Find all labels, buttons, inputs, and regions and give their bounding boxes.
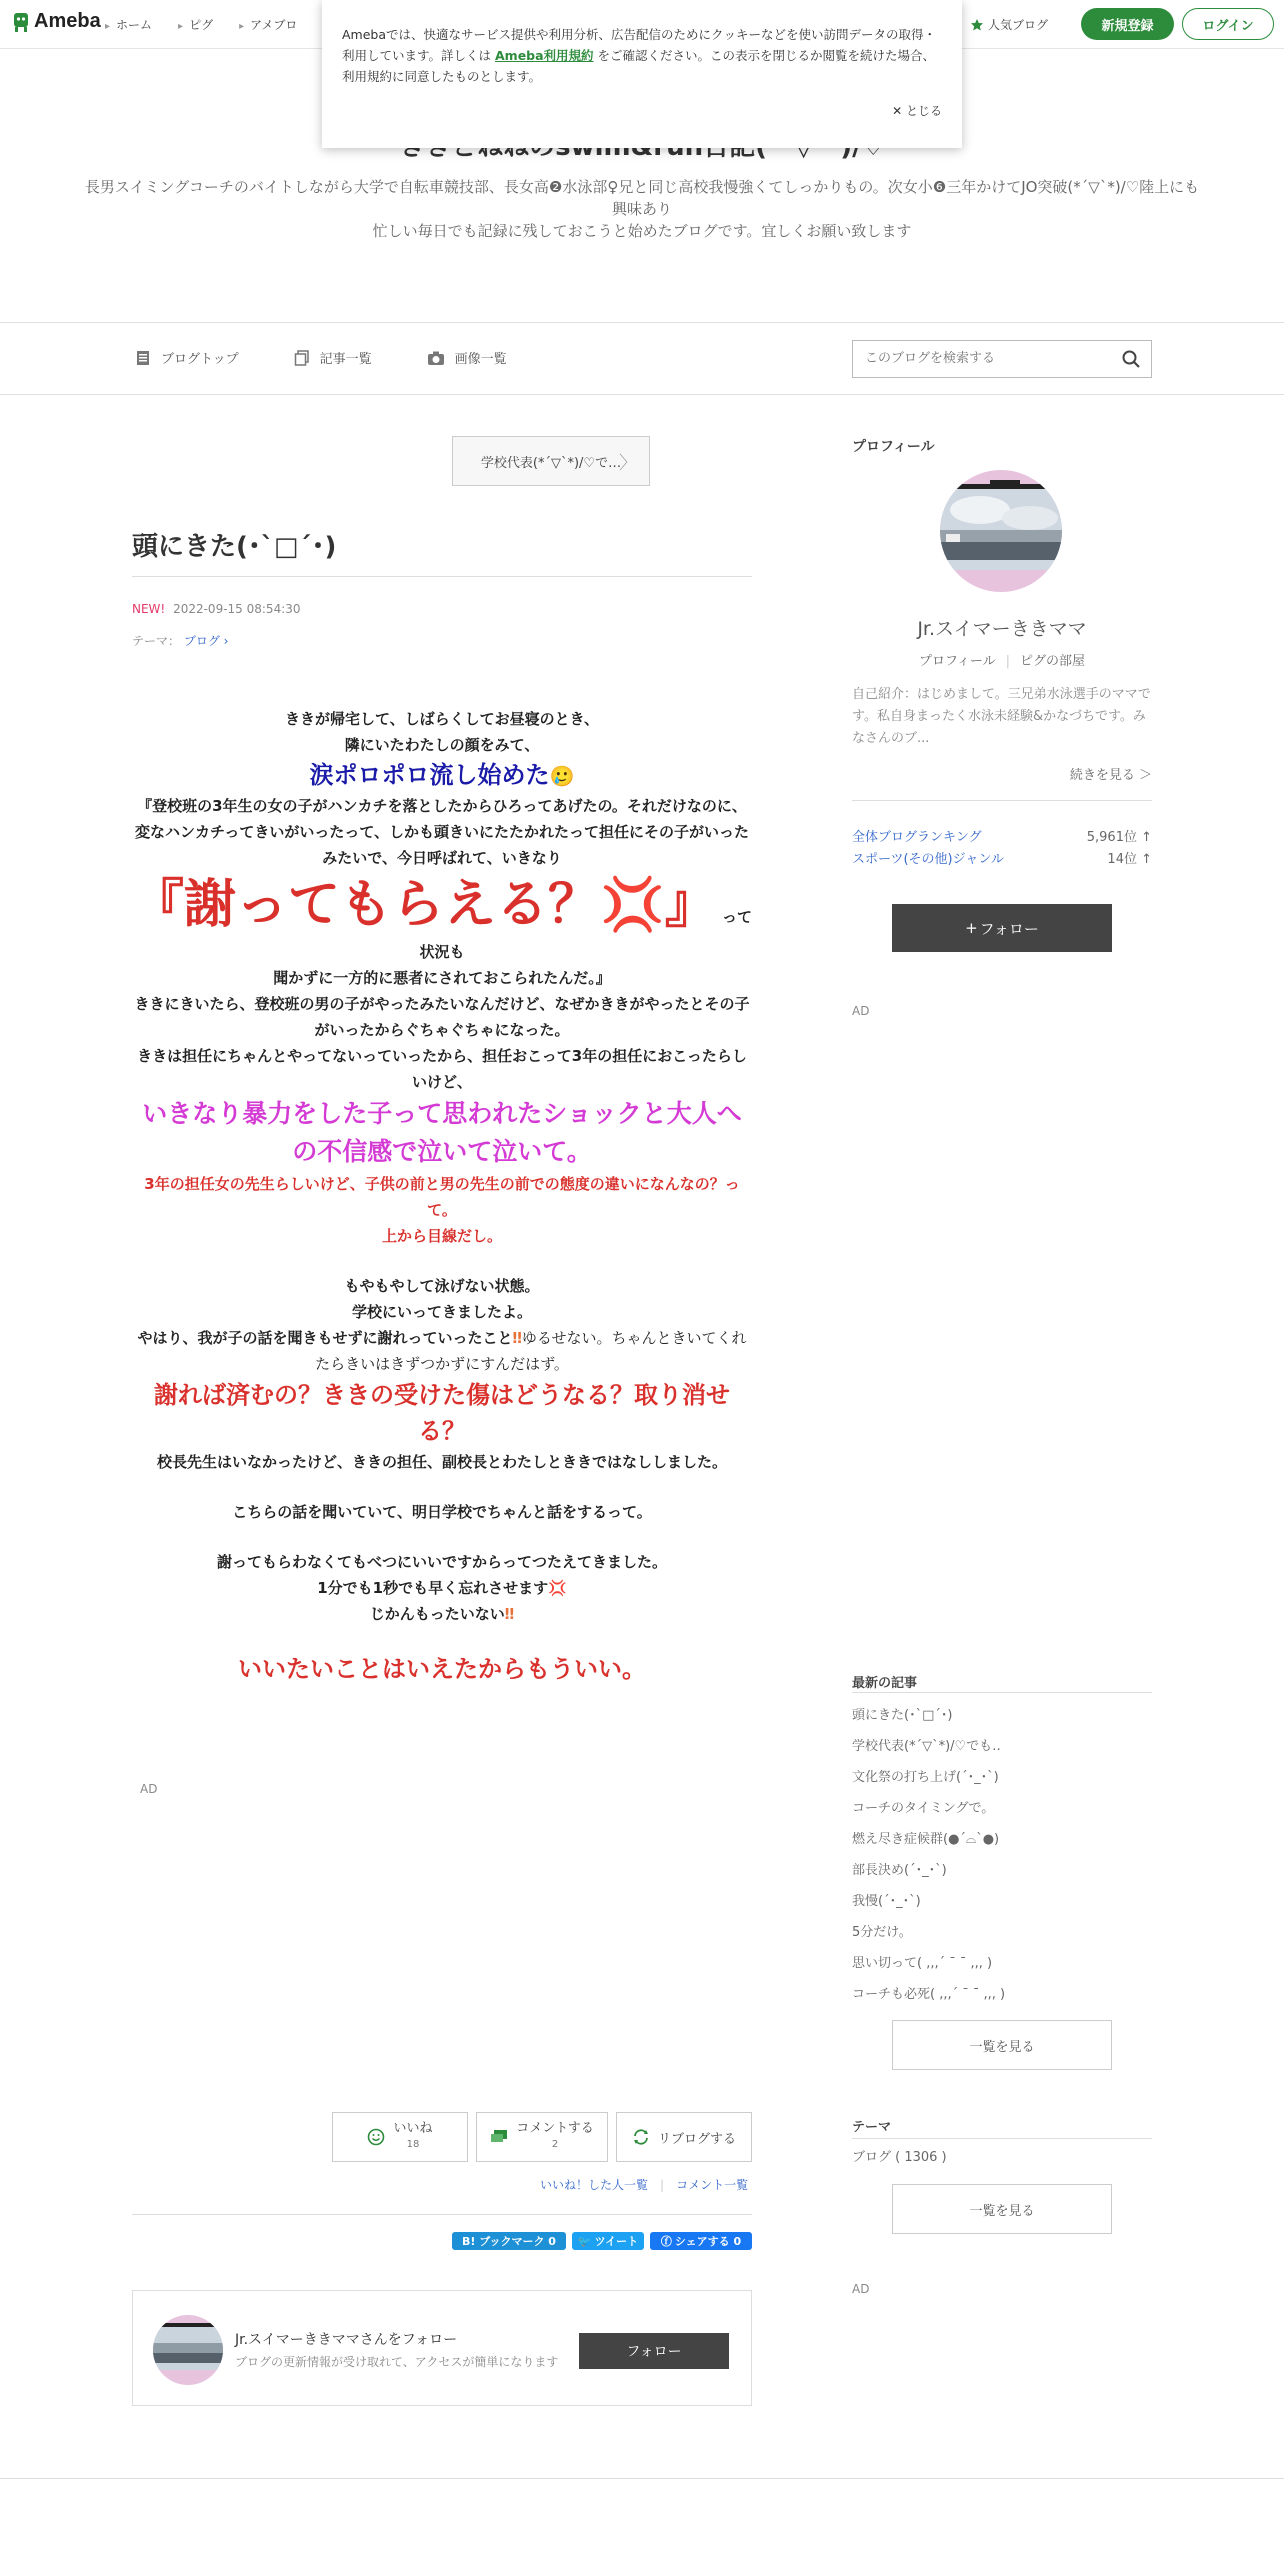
search-icon[interactable] — [1121, 349, 1141, 369]
theme-label: テーマ： — [132, 634, 181, 648]
post-meta — [132, 602, 301, 616]
twitter-icon: 🐦 — [577, 2234, 592, 2248]
divider — [132, 576, 752, 577]
theme-link[interactable]: ブログ › — [183, 634, 229, 648]
article-line: 変なハンカチってきいがいったって、しかも頭きいにたたかれたって担任にその子がいったみたいで、今日呼ばれて、いきなり — [134, 823, 750, 867]
overall-ranking-value: 5,961位 ↑ — [1086, 830, 1152, 845]
comment-count: 2 — [551, 2139, 559, 2150]
post-links: いいね！した人一覧 | コメント一覧 — [540, 2178, 749, 2192]
article-line: 聞かずに一方的に悪者にされておこられたんだ。』 — [273, 969, 611, 987]
tear-emoji-icon: 🥲 — [549, 764, 575, 788]
logo-text: Ameba — [34, 10, 101, 32]
profile-name[interactable]: Jr.スイマーききママ — [917, 618, 1087, 640]
article-line — [132, 1575, 752, 1601]
blog-nav — [135, 348, 507, 367]
avatar[interactable] — [153, 2315, 223, 2385]
comment-list-link[interactable]: コメント一覧 — [676, 2178, 749, 2192]
comment-icon — [490, 2129, 508, 2145]
post-theme — [132, 632, 228, 649]
divider — [132, 2214, 752, 2215]
blog-top-link[interactable] — [135, 348, 239, 367]
divider — [0, 2478, 1284, 2479]
article-line: 3年の担任女の先生らしいけど、子供の前と男の先生の前での態度の違いになんなの？って。 — [144, 1175, 740, 1219]
overall-ranking-link[interactable]: 全体ブログランキング — [852, 830, 982, 845]
blog-description — [80, 176, 1204, 242]
recent-post-item[interactable]: 頭にきた(･`□´･) — [852, 1708, 953, 1723]
theme-list-more-button[interactable]: 一覧を見る — [892, 2184, 1112, 2234]
article-huge-quote: 『謝ってもらえる？💢』 — [132, 875, 717, 935]
article-highlight: 涙ポロポロ流し始めた — [309, 761, 550, 789]
article-list-label: 記事一覧 — [319, 352, 372, 367]
login-button[interactable]: ログイン — [1182, 8, 1274, 40]
recent-post-item[interactable]: 5分だけ。 — [852, 1925, 912, 1940]
cookie-text — [342, 24, 942, 87]
camera-icon — [427, 350, 445, 366]
anger-icon: 💢 — [548, 1579, 567, 1597]
article-line — [132, 1325, 752, 1377]
follow-card — [132, 2290, 752, 2406]
comment-label: コメントする — [516, 2121, 594, 2136]
like-label: いいね — [393, 2121, 433, 2136]
copy-icon — [294, 350, 310, 366]
image-list-label: 画像一覧 — [454, 352, 507, 367]
blog-search-input[interactable] — [863, 350, 1107, 367]
blog-top-label: ブログトップ — [161, 352, 239, 367]
article-line: ききが帰宅して、しばらくしてお昼寝のとき、 — [284, 710, 600, 728]
avatar-image — [153, 2315, 223, 2385]
plus-icon: + — [965, 919, 978, 937]
cookie-text-1: Amebaでは、快適なサービス提供や利用分析、広告配信のためにクッキーなどを使い訪問データの取得・利用しています。詳しくは — [342, 27, 937, 63]
article-text: じかんもったいない — [369, 1605, 505, 1623]
article-line: もやもやして泳げない状態。 — [344, 1277, 540, 1295]
global-nav — [105, 16, 297, 33]
divider — [0, 394, 1284, 395]
avatar-image — [940, 470, 1062, 592]
profile-links: プロフィール | ピグの部屋 — [918, 654, 1086, 669]
article-line: 校長先生はいなかったけど、ききの担任、副校長とわたしとききではなししました。 — [156, 1453, 727, 1471]
image-list-link[interactable] — [427, 348, 507, 367]
smile-icon — [367, 2128, 385, 2146]
close-icon: ✕ — [892, 104, 903, 118]
article-line: 謝れば済むの？ききの受けた傷はどうなる？取り消せる？ — [154, 1381, 730, 1445]
article-line: いいたいことはいえたからもういい。 — [238, 1655, 646, 1683]
article-line: ききにきいたら、登校班の男の子がやったみたいなんだけど、なぜかききがやったとその子がいったからぐちゃぐちゃになった。 — [134, 995, 750, 1039]
profile-intro: 自己紹介：はじめまして。三兄弟水泳選手のママです。私自身まったく水泳未経験&かなづちです。みなさんのブ... — [852, 687, 1151, 746]
article-line: 隣にいたわたしの顔をみて、 — [344, 736, 540, 754]
recent-post-item[interactable]: 文化祭の打ち上げ(´･_･`) — [852, 1770, 999, 1785]
register-button[interactable]: 新規登録 — [1081, 8, 1174, 40]
cookie-close-button[interactable] — [892, 102, 942, 119]
article-line — [132, 871, 752, 965]
follow-card-title: Jr.スイマーききママさんをフォロー — [235, 2332, 458, 2348]
ad-label: AD — [140, 1782, 158, 1796]
blog-desc-line1: 長男スイミングコーチのバイトしながら大学で自転車競技部、長女高❷水泳部♀兄と同じ高校我慢強くてしっかりもの。次女小❻三年かけてJO突破(*´▽`*)/♡陸上にも興味あり — [84, 178, 1200, 218]
popular-blog-link[interactable] — [970, 16, 1048, 33]
recent-post-item[interactable]: 思い切って( ,,,´ ¯ ¯ ,,, ) — [852, 1956, 993, 1971]
read-more-link[interactable]: 続きを見る ＞ — [1069, 768, 1152, 783]
article-line: 『登校班の3年生の女の子がハンカチを落としたからひろってあげたの。それだけなのに、 — [137, 797, 747, 815]
profile-heading: プロフィール — [852, 439, 935, 455]
recent-post-item[interactable]: 燃え尽き症候群(●´⌓`●) — [852, 1832, 1000, 1847]
like-count: 18 — [406, 2139, 420, 2150]
reblog-button[interactable] — [616, 2112, 752, 2162]
recent-post-item[interactable]: 我慢(´･_･`) — [852, 1894, 921, 1909]
article-line: 学校にいってきましたよ。 — [351, 1303, 532, 1321]
article-line — [132, 758, 752, 793]
blog-search — [852, 340, 1152, 378]
recent-post-item[interactable]: コーチも必死( ,,,´ ¯ ¯ ,,, ) — [852, 1987, 1006, 2002]
sidebar-follow-label: フォロー — [979, 919, 1039, 938]
article-body — [132, 706, 752, 1687]
recent-post-item[interactable]: 部長決め(´･_･`) — [852, 1863, 947, 1878]
post-title[interactable]: 頭にきた(･`□´･) — [132, 532, 337, 562]
article-text: ゆるせない。ちゃんときいてくれたらきいはきずつかずにすんだはず。 — [315, 1329, 747, 1373]
ad-label: AD — [852, 2282, 870, 2296]
facebook-icon: ⓕ — [660, 2235, 672, 2248]
previous-post-label: 学校代表(*´▽`*)/♡で… — [480, 455, 622, 471]
document-icon — [135, 350, 151, 366]
chevron-right-icon: 〉 — [619, 453, 637, 474]
like-button[interactable] — [332, 2112, 468, 2162]
facebook-share-label: シェアする 0 — [674, 2235, 742, 2248]
liked-users-link[interactable]: いいね！した人一覧 — [540, 2178, 649, 2192]
reblog-icon — [632, 2128, 650, 2146]
cookie-close-label: とじる — [905, 104, 942, 118]
nav-ameblo[interactable]: ▸ アメブロ — [239, 16, 297, 33]
ameba-logo-icon — [12, 11, 30, 33]
new-badge: NEW! — [132, 602, 166, 616]
theme-link-label: ブログ — [183, 634, 220, 648]
divider — [852, 2138, 1152, 2139]
article-line: 謝ってもらわなくてもべつにいいですからってつたえてきました。 — [216, 1553, 667, 1571]
profile-link[interactable]: プロフィール — [918, 654, 996, 669]
follow-card-subtitle: ブログの更新情報が受け取れて、アクセスが簡単になります — [235, 2355, 559, 2369]
recent-posts-heading: 最新の記事 — [852, 1676, 918, 1691]
ad-label: AD — [852, 1004, 870, 1018]
facebook-share-button[interactable] — [650, 2232, 752, 2250]
divider — [852, 1692, 1152, 1693]
follow-button[interactable]: フォロー — [579, 2333, 729, 2369]
nav-pigg[interactable]: ▸ ピグ — [178, 16, 213, 33]
genre-ranking-value: 14位 ↑ — [1107, 852, 1152, 867]
ameba-logo[interactable] — [12, 10, 101, 33]
recent-posts-list — [852, 1704, 1152, 2014]
post-date: 2022-09-15 08:54:30 — [173, 602, 301, 616]
article-line: いきなり暴力をした子って思われたショックと大人への不信感で泣いて泣いて。 — [142, 1099, 742, 1166]
article-text: って状況も — [419, 908, 752, 961]
article-list-link[interactable] — [294, 348, 372, 367]
popular-blog-label: 人気ブログ — [988, 18, 1049, 32]
terms-link[interactable]: Ameba利用規約 — [495, 48, 594, 63]
theme-item[interactable]: ブログ ( 1306 ) — [852, 2150, 947, 2165]
previous-post-button[interactable] — [452, 436, 650, 486]
star-icon — [970, 18, 984, 32]
comment-button[interactable] — [476, 2112, 608, 2162]
article-text: やはり、我が子の話を聞きもせずに謝れっていったこと — [137, 1329, 513, 1347]
recent-post-item[interactable]: 学校代表(*´▽`*)/♡でも‥ — [852, 1739, 1001, 1754]
recent-list-more-button[interactable]: 一覧を見る — [892, 2020, 1112, 2070]
exclamation-icon: ‼ — [504, 1605, 515, 1623]
hatena-bookmark-button[interactable]: B! ブックマーク 0 — [452, 2232, 566, 2250]
recent-post-item[interactable]: コーチのタイミングで。 — [852, 1801, 995, 1816]
article-text: 1分でも1秒でも早く忘れさせます — [317, 1579, 549, 1597]
article-line: こちらの話を聞いていて、明日学校でちゃんと話をするって。 — [232, 1503, 652, 1521]
article-line: 上から目線だし。 — [381, 1227, 502, 1245]
article-line: ききは担任にちゃんとやってないっていったから、担任おこって3年の担任におこったらしいけど、 — [137, 1047, 747, 1091]
blog-desc-line2: 忙しい毎日でも記録に残しておこうと始めたブログです。宜しくお願い致します — [372, 222, 912, 240]
article-line — [132, 1601, 752, 1627]
theme-heading: テーマ — [852, 2120, 892, 2135]
divider — [852, 800, 1152, 801]
sidebar-follow-button[interactable] — [892, 904, 1112, 952]
nav-home[interactable]: ▸ ホーム — [105, 16, 152, 33]
exclamation-icon: ‼ — [512, 1329, 522, 1347]
divider — [0, 322, 1284, 323]
cookie-consent-popup — [322, 0, 962, 148]
tweet-label: ツイート — [594, 2235, 639, 2248]
cookie-text-2: をご確認ください。この表示を閉じるか閲覧を続けた場合、利用規約に同意したものとします。 — [342, 48, 936, 84]
genre-ranking-link[interactable]: スポーツ(その他)ジャンル — [852, 852, 1005, 867]
reblog-label: リブログする — [657, 2131, 736, 2147]
tweet-button[interactable] — [572, 2232, 644, 2250]
pigg-room-link[interactable]: ピグの部屋 — [1020, 654, 1086, 669]
profile-avatar[interactable] — [940, 470, 1062, 592]
